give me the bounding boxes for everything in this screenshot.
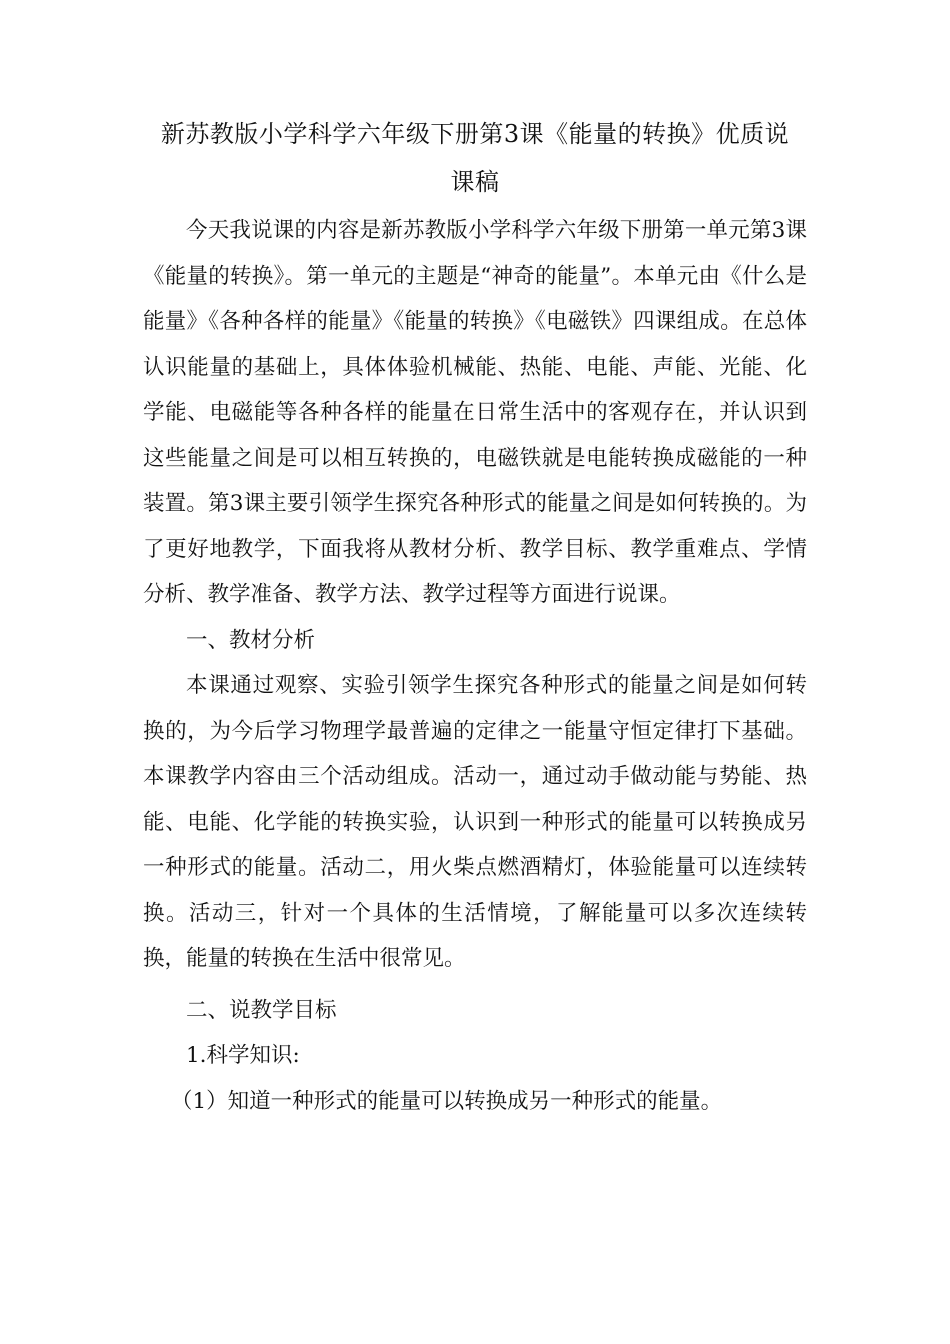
section2-item-1-sub-1: （1）知道一种形式的能量可以转换成另一种形式的能量。 xyxy=(171,1088,723,1114)
section2-heading: 二、说教学目标 xyxy=(186,997,337,1023)
section1-heading: 一、教材分析 xyxy=(186,627,316,653)
section1-paragraph: 本课通过观察、实验引领学生探究各种形式的能量之间是如何转换的，为今后学习物理学最普遍的定律之一能量守恒定律打下基础。本课教学内容由三个活动组成。活动一，通过动手做动能与势能、热能、电能、化学能的转换实验，认识到一种形式的能量可以转换成另一种形式的能量。活动二，用火柴点燃酒精灯，体验能量可以连续转换。活动三，针对一个具体的生活情境，了解能量可以多次连续转换，能量的转换在生活中很常见。 xyxy=(143,673,807,971)
title-line-1: 新苏教版小学科学六年级下册第3课《能量的转换》优质说 xyxy=(160,120,790,148)
document-title xyxy=(143,110,807,206)
section2-item-1: 1.科学知识: xyxy=(186,1043,300,1068)
title-line-2: 课稿 xyxy=(450,168,500,196)
intro-paragraph: 今天我说课的内容是新苏教版小学科学六年级下册第一单元第3课《能量的转换》。第一单元的主题是“神奇的能量”。本单元由《什么是能量》《各种各样的能量》《能量的转换》《电磁铁》四课组成。在总体认识能量的基础上，具体体验机械能、热能、电能、声能、光能、化学能、电磁能等各种各样的能量在日常生活中的客观存在，并认识到这些能量之间是可以相互转换的，电磁铁就是电能转换成磁能的一种装置。第3课主要引领学生探究各种形式的能量之间是如何转换的。为了更好地教学，下面我将从教材分析、教学目标、教学重难点、学情分析、教学准备、教学方法、教学过程等方面进行说课。 xyxy=(143,218,807,607)
document-content xyxy=(143,110,807,1124)
